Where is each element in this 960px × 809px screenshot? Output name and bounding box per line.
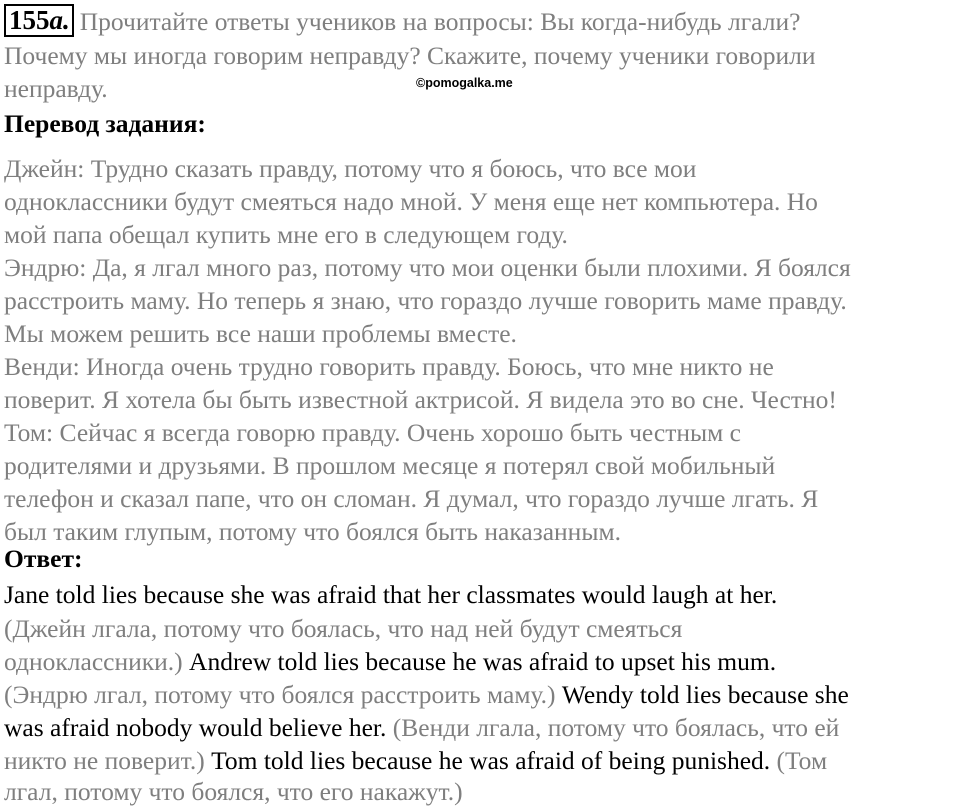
answer-russian: (Эндрю лгал, потому что боялся расстроить маму.)	[4, 680, 556, 709]
answer-line-1	[4, 578, 777, 611]
translation-line: Эндрю: Да, я лгал много раз, потому что мои оценки были плохими. Я боялся	[4, 253, 851, 282]
answer-english: was afraid nobody would believe her.	[4, 713, 387, 742]
answer-english: Jane told lies because she was afraid that her classmates would laugh at her.	[4, 580, 778, 609]
translation-line: мой папа обещал купить мне его в следующем году.	[4, 220, 568, 249]
translation-line: Джейн: Трудно сказать правду, потому что я боюсь, что все мои	[4, 154, 697, 183]
translation-line: Том: Сейчас я всегда говорю правду. Очень хорошо быть честным с	[4, 418, 741, 447]
answer-line-4	[4, 678, 849, 711]
task-line-1: 155a. Прочитайте ответы учеников на вопросы: Вы когда-нибудь лгали?	[4, 4, 800, 37]
translation-line: был таким глупым, потому что боялся быть наказанным.	[4, 517, 621, 546]
answer-line-7	[4, 775, 463, 808]
answer-english: Andrew told lies because he was afraid to upset his mum.	[189, 647, 777, 676]
answer-russian: (Джейн лгала, потому что боялась, что над ней будут смеяться	[4, 614, 683, 643]
translation-line: Мы можем решить все наши проблемы вместе.	[4, 319, 517, 348]
answer-russian: (Том	[776, 746, 828, 775]
watermark: ©pomogalka.me	[416, 76, 513, 90]
task-line-2: Почему мы иногда говорим неправду? Скажите, почему ученики говорили	[4, 41, 816, 70]
translation-line: Венди: Иногда очень трудно говорить правду. Боюсь, что мне никто не	[4, 352, 774, 381]
answer-russian: лгал, потому что боялся, что его накажут.)	[4, 777, 463, 806]
answer-russian: одноклассники.)	[4, 647, 183, 676]
task-line-3: неправду.	[4, 74, 108, 103]
translation-line: одноклассники будут смеяться надо мной. У меня еще нет компьютера. Но	[4, 187, 818, 216]
answer-russian: никто не поверит.)	[4, 746, 205, 775]
answer-heading: Ответ:	[4, 544, 83, 573]
translation-heading: Перевод задания:	[4, 109, 206, 138]
answer-line-6	[4, 744, 827, 777]
answer-line-5	[4, 711, 839, 744]
translation-line: поверит. Я хотела бы быть известной актрисой. Я видела это во сне. Честно!	[4, 385, 837, 414]
answer-line-2	[4, 612, 682, 645]
answer-russian: (Венди лгала, потому что боялась, что ей	[392, 713, 840, 742]
translation-line: родителями и друзьями. В прошлом месяце я потерял свой мобильный	[4, 451, 776, 480]
translation-line: расстроить маму. Но теперь я знаю, что гораздо лучше говорить маме правду.	[4, 286, 847, 315]
answer-english: Wendy told lies because she	[561, 680, 849, 709]
answer-line-3	[4, 645, 776, 678]
translation-line: телефон и сказал папе, что он сломан. Я думал, что гораздо лучше лгать. Я	[4, 484, 819, 513]
exercise-number: 155a.	[4, 4, 74, 37]
answer-english: Tom told lies because he was afraid of being punished.	[211, 746, 771, 775]
